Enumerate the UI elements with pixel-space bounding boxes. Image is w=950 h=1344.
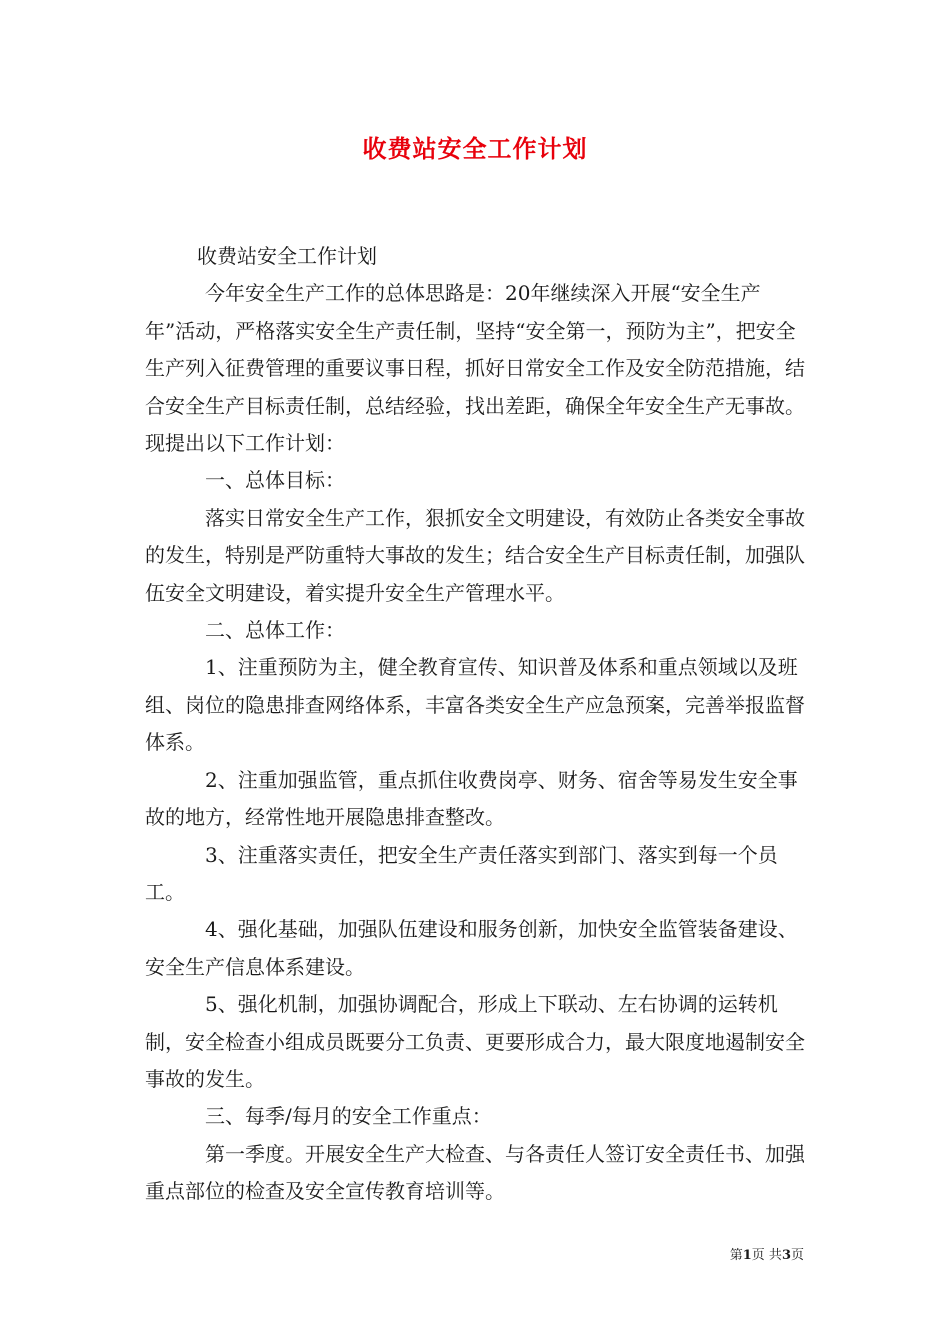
work-item-1: 1、注重预防为主，健全教育宣传、知识普及体系和重点领域以及班组、岗位的隐患排查网络体系，丰富各类安全生产应急预案，完善举报监督体系。 (145, 655, 805, 755)
paragraph-overall-goal: 落实日常安全生产工作，狠抓安全文明建设，有效防止各类安全事故的发生，特别是严防重特大事故的发生；结合安全生产目标责任制，加强队伍安全文明建设，着实提升安全生产管理水平。 (145, 505, 805, 605)
paragraph-heading: 收费站安全工作计划 (197, 244, 377, 268)
paragraph-first-quarter: 第一季度。开展安全生产大检查、与各责任人签订安全责任书、加强重点部位的检查及安全宣传教育培训等。 (145, 1141, 805, 1204)
work-item-5: 5、强化机制，加强协调配合，形成上下联动、左右协调的运转机制，安全检查小组成员既要分工负责、更要形成合力，最大限度地遏制安全事故的发生。 (145, 992, 805, 1091)
work-item-2: 2、注重加强监管，重点抓住收费岗亭、财务、宿舍等易发生安全事故的地方，经常性地开展隐患排查整改。 (145, 767, 798, 830)
footer-middle: 页 共 (751, 1248, 782, 1263)
document-title: 收费站安全工作计划 (362, 134, 588, 163)
footer-suffix: 页 (790, 1248, 804, 1263)
work-item-4: 4、强化基础，加强队伍建设和服务创新，加快安全监管装备建设、安全生产信息体系建设。 (145, 917, 798, 979)
footer-total-pages: 3 (781, 1248, 791, 1263)
work-item-3: 3、注重落实责任，把安全生产责任落实到部门、落实到每一个员工。 (145, 842, 778, 904)
document-body (145, 238, 810, 1211)
section-heading-overall-work: 二、总体工作： (205, 618, 345, 643)
footer-prefix: 第 (729, 1248, 743, 1263)
page-number-footer (730, 1247, 804, 1265)
section-heading-quarterly-focus: 三、每季/每月的安全工作重点： (205, 1104, 492, 1129)
section-heading-overall-goal: 一、总体目标： (205, 468, 345, 493)
paragraph-intro: 今年安全生产工作的总体思路是：20年继续深入开展“安全生产年”活动，严格落实安全生产责任制，坚持“安全第一，预防为主”，把安全生产列入征费管理的重要议事日程，抓好日常安全工作及安全防范措施，结合安全生产目标责任制，总结经验，找出差距，确保全年安全生产无事故。现提出以下工作计划： (145, 281, 805, 456)
footer-current-page: 1 (742, 1248, 752, 1263)
